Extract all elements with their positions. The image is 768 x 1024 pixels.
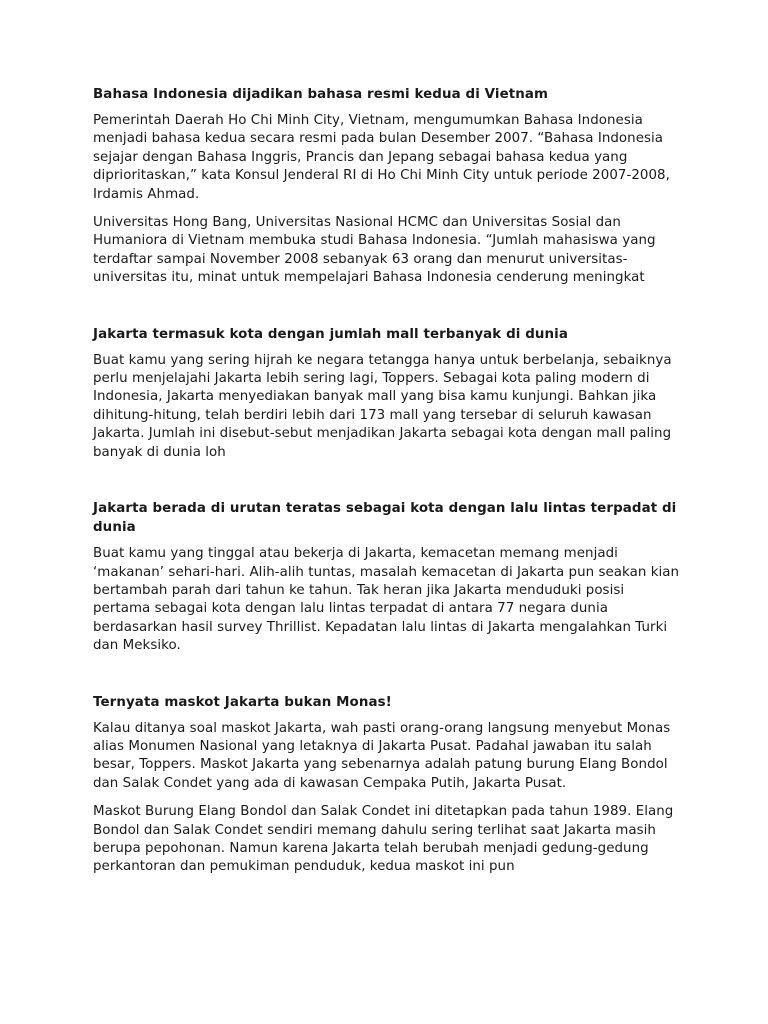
paragraph: Universitas Hong Bang, Universitas Nasional HCMC dan Universitas Sosial dan Humaniora di Vietnam membuka studi Bahasa Indonesia. “Jumlah mahasiswa yang terdaftar sampai November 2008 sebanyak 63 orang dan menurut universitas-universitas itu, minat untuk mempelajari Bahasa Indonesia cenderung meningkat	[93, 215, 656, 286]
section-vietnam	[93, 85, 683, 288]
paragraph: Buat kamu yang tinggal atau bekerja di Jakarta, kemacetan memang menjadi ‘makanan’ sehari-hari. Alih-alih tuntas, masalah kemacetan di Jakarta pun seakan kian bertambah parah dari tahun ke tahun. Tak heran jika Jakarta menduduki posisi pertama sebagai kota dengan lalu lintas terpadat di antara 77 negara dunia berdasarkan hasil survey Thrillist. Kepadatan lalu lintas di Jakarta mengalahkan Turki dan Meksiko.	[93, 546, 680, 654]
section-title: Bahasa Indonesia dijadikan bahasa resmi kedua di Vietnam	[93, 87, 549, 102]
section-mascot	[93, 693, 683, 877]
section-title: Jakarta berada di urutan teratas sebagai kota dengan lalu lintas terpadat di dunia	[93, 501, 677, 536]
section-spacer	[93, 472, 683, 499]
section-title: Ternyata maskot Jakarta bukan Monas!	[93, 694, 392, 710]
section-traffic	[93, 499, 683, 655]
section-mall	[93, 325, 683, 462]
paragraph: Pemerintah Daerah Ho Chi Minh City, Vietnam, mengumumkan Bahasa Indonesia menjadi bahasa kedua secara resmi pada bulan Desember 2007. “Bahasa Indonesia sejajar dengan Bahasa Inggris, Prancis dan Jepang sebagai bahasa kedua yang diprioritaskan,” kata Konsul Jenderal RI di Ho Chi Minh City untuk periode 2007-2008, Irdamis Ahmad.	[93, 113, 670, 202]
paragraph: Maskot Burung Elang Bondol dan Salak Condet ini ditetapkan pada tahun 1989. Elang Bondol dan Salak Condet sendiri memang dahulu sering terlihat saat Jakarta masih berupa pepohonan. Namun karena Jakarta telah berubah menjadi gedung-gedung perkantoran dan pemukiman penduduk, kedua maskot ini pun	[93, 804, 674, 875]
section-spacer	[93, 666, 683, 693]
document-page	[93, 85, 683, 887]
paragraph: Buat kamu yang sering hijrah ke negara tetangga hanya untuk berbelanja, sebaiknya perlu menjelajahi Jakarta lebih sering lagi, Toppers. Sebagai kota paling modern di Indonesia, Jakarta menyediakan banyak mall yang bisa kamu kunjungi. Bahkan jika dihitung-hitung, telah berdiri lebih dari 173 mall yang tersebar di seluruh kawasan Jakarta. Jumlah ini disebut-sebut menjadikan Jakarta sebagai kota dengan mall paling banyak di dunia loh	[93, 352, 672, 460]
paragraph: Kalau ditanya soal maskot Jakarta, wah pasti orang-orang langsung menyebut Monas alias Monumen Nasional yang letaknya di Jakarta Pusat. Padahal jawaban itu salah besar, Toppers. Maskot Jakarta yang sebenarnya adalah patung burung Elang Bondol dan Salak Condet yang ada di kawasan Cempaka Putih, Jakarta Pusat.	[93, 720, 671, 791]
section-title: Jakarta termasuk kota dengan jumlah mall terbanyak di dunia	[93, 326, 568, 342]
section-spacer	[93, 298, 683, 325]
